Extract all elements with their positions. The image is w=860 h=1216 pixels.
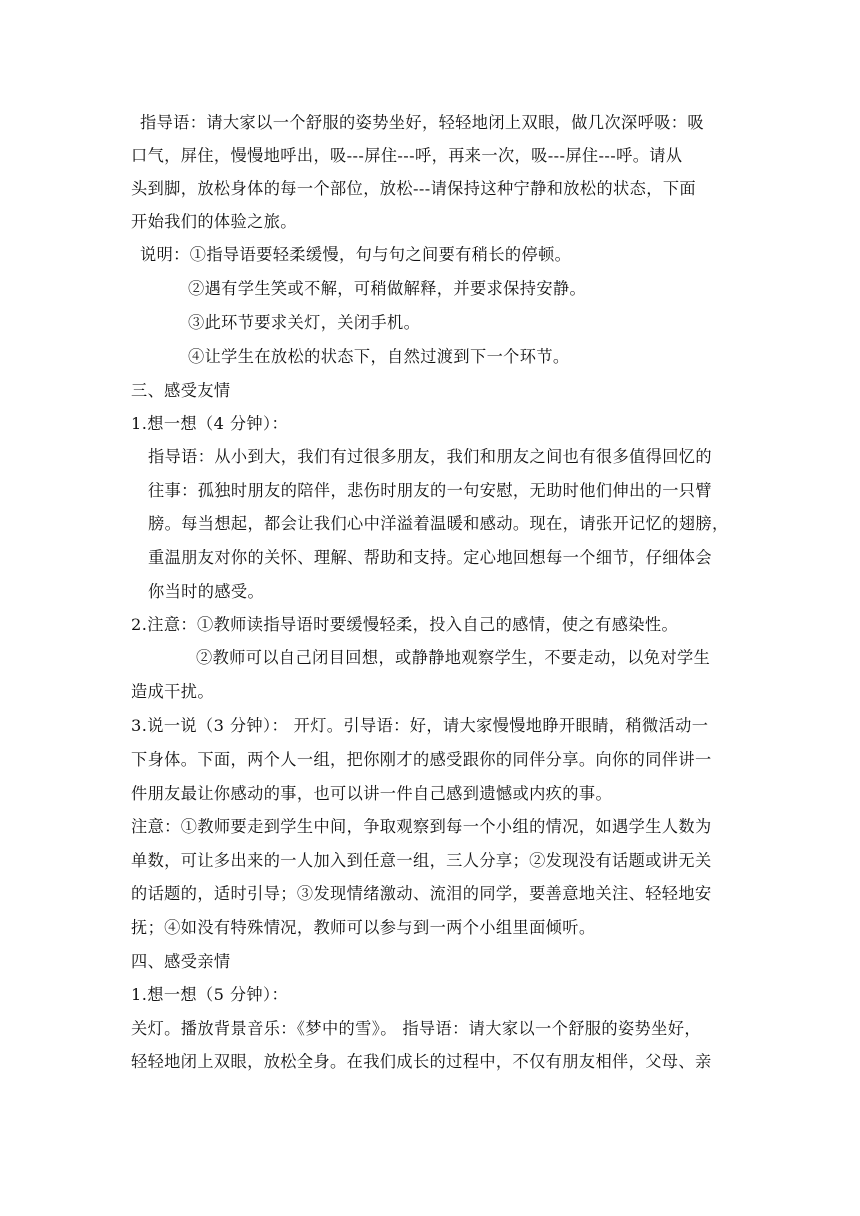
paragraph-line: 指导语：从小到大，我们有过很多朋友，我们和朋友之间也有很多值得回忆的 (148, 447, 712, 466)
paragraph-line: 件朋友最让你感动的事，也可以讲一件自己感到遗憾或内疚的事。 (131, 784, 613, 803)
paragraph-line: 的话题的，适时引导；③发现情绪激动、流泪的同学，要善意地关注、轻轻地安 (131, 884, 712, 903)
paragraph-line: 单数，可让多出来的一人加入到任意一组，三人分享；②发现没有话题或讲无关 (131, 851, 712, 870)
section-heading: 四、感受亲情 (131, 952, 231, 971)
paragraph-line: 抚；④如没有特殊情况，教师可以参与到一两个小组里面倾听。 (131, 918, 596, 937)
paragraph-line: 2.注意：①教师读指导语时要缓慢轻柔，投入自己的感情，使之有感染性。 (131, 615, 679, 634)
paragraph-line: 口气，屏住，慢慢地呼出，吸---屏住---呼，再来一次，吸---屏住---呼。请从 (131, 146, 683, 165)
section-heading: 三、感受友情 (131, 381, 231, 400)
paragraph-line: 指导语：请大家以一个舒服的姿势坐好，轻轻地闭上双眼，做几次深呼吸：吸 (140, 113, 704, 132)
paragraph-line: 注意：①教师要走到学生中间，争取观察到每一个小组的情况，如遇学生人数为 (131, 817, 712, 836)
note-line: 说明：①指导语要轻柔缓慢，句与句之间要有稍长的停顿。 (140, 245, 572, 264)
note-line: ④让学生在放松的状态下，自然过渡到下一个环节。 (188, 347, 570, 366)
paragraph-line: 关灯。播放背景音乐：《梦中的雪》。 指导语：请大家以一个舒服的姿势坐好， (131, 1019, 701, 1038)
note-line: ②遇有学生笑或不解，可稍做解释，并要求保持安静。 (188, 279, 587, 298)
paragraph-line: 重温朋友对你的关怀、理解、帮助和支持。定心地回想每一个细节，仔细体会 (148, 548, 712, 567)
paragraph-line: 下身体。下面，两个人一组，把你刚才的感受跟你的同伴分享。向你的同伴讲一 (131, 750, 712, 769)
paragraph-line: 头到脚，放松身体的每一个部位，放松---请保持这种宁静和放松的状态，下面 (131, 179, 696, 198)
paragraph-line: ②教师可以自己闭目回想，或静静地观察学生，不要走动，以免对学生 (196, 648, 711, 667)
note-line: ③此环节要求关灯，关闭手机。 (188, 313, 421, 332)
paragraph-line: 开始我们的体验之旅。 (131, 212, 297, 231)
subsection-heading: 1.想一想（4 分钟）： (131, 414, 289, 433)
paragraph-line: 你当时的感受。 (148, 582, 265, 601)
paragraph-line: 轻轻地闭上双眼，放松全身。在我们成长的过程中，不仅有朋友相伴，父母、亲 (131, 1052, 712, 1071)
paragraph-line: 造成干扰。 (131, 682, 214, 701)
paragraph-line: 膀。每当想起，都会让我们心中洋溢着温暖和感动。现在，请张开记忆的翅膀， (148, 514, 729, 533)
paragraph-line: 往事：孤独时朋友的陪伴，悲伤时朋友的一句安慰，无助时他们伸出的一只臂 (148, 481, 712, 500)
paragraph-line: 3.说一说（3 分钟）： 开灯。引导语：好，请大家慢慢地睁开眼睛，稍微活动一 (131, 716, 709, 735)
subsection-heading: 1.想一想（5 分钟）： (131, 985, 289, 1004)
